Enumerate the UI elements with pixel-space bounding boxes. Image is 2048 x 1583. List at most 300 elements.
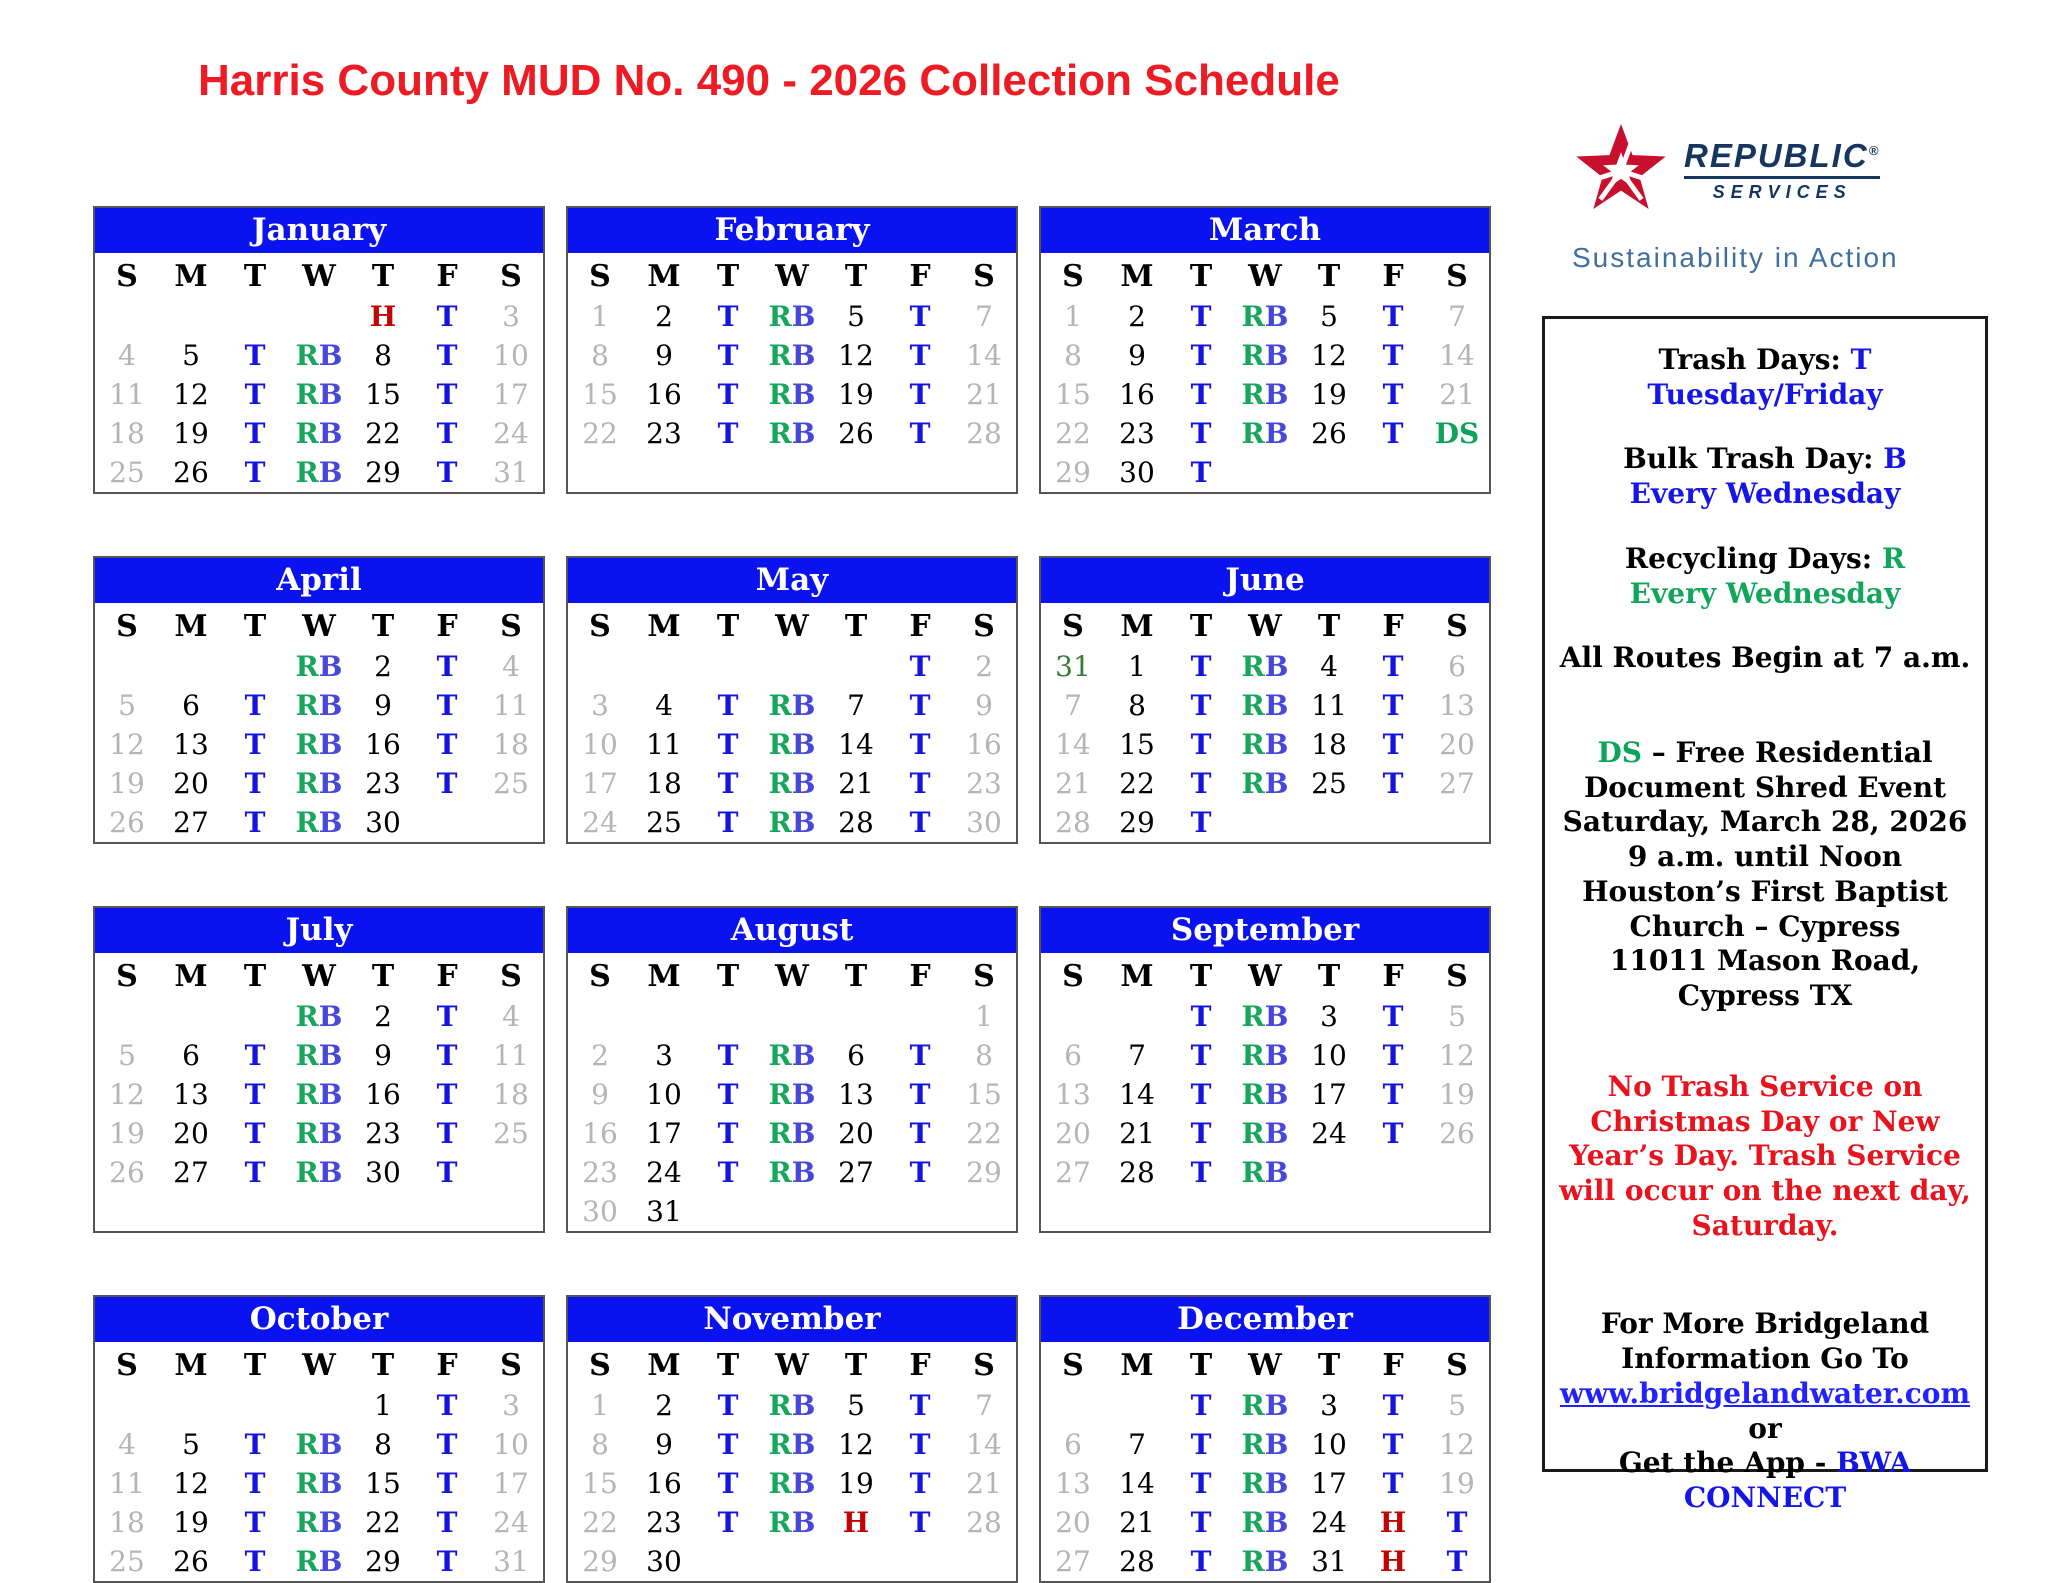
day-cell (760, 1192, 824, 1231)
day-cell: RB (768, 767, 816, 800)
day-cell: 4 (502, 650, 520, 683)
month-february (566, 206, 1018, 494)
day-cell: 17 (582, 767, 618, 800)
day-cell: 25 (109, 456, 145, 489)
day-cell: 9 (374, 689, 392, 722)
day-cell (1105, 997, 1169, 1036)
day-cell: 6 (1448, 650, 1466, 683)
day-cell: T (436, 1506, 458, 1539)
day-cell: RB (768, 806, 816, 839)
day-cell: 17 (493, 1467, 529, 1500)
weekday-header: S (500, 608, 522, 644)
day-cell: 3 (1320, 1000, 1338, 1033)
day-cell: RB (295, 1428, 343, 1461)
weekday-header: S (116, 258, 138, 294)
day-cell: RB (295, 1467, 343, 1500)
day-cell: T (1382, 1467, 1404, 1500)
weekday-header: S (973, 258, 995, 294)
day-cell: T (1382, 1117, 1404, 1150)
day-cell: T (1190, 1000, 1212, 1033)
day-cell: 30 (1119, 456, 1155, 489)
day-cell: 10 (582, 728, 618, 761)
day-cell (1297, 803, 1361, 842)
day-cell: T (909, 650, 931, 683)
day-cell: 30 (365, 806, 401, 839)
day-cell (824, 997, 888, 1036)
day-cell: 8 (591, 1428, 609, 1461)
day-cell: RB (768, 1039, 816, 1072)
day-cell: RB (1241, 1078, 1289, 1111)
day-cell: RB (1241, 378, 1289, 411)
weekday-header: F (1382, 958, 1404, 994)
day-cell: 8 (975, 1039, 993, 1072)
day-cell: 30 (966, 806, 1002, 839)
day-cell: T (436, 1389, 458, 1422)
day-cell: 25 (109, 1545, 145, 1578)
day-cell: 31 (646, 1195, 682, 1228)
day-cell: T (1190, 378, 1212, 411)
day-cell (696, 647, 760, 686)
day-cell: H (369, 300, 397, 333)
day-cell: T (244, 417, 266, 450)
weekday-header: F (909, 608, 931, 644)
shred-line7: 11011 Mason Road, Cypress TX (1609, 944, 1921, 1013)
routes-note: All Routes Begin at 7 a.m. (1559, 641, 1971, 675)
weekday-header: M (1120, 1347, 1154, 1383)
day-cell: T (244, 767, 266, 800)
weekday-header: T (371, 1347, 395, 1383)
day-cell: T (1190, 650, 1212, 683)
day-cell: RB (768, 1117, 816, 1150)
weekday-header: F (1382, 608, 1404, 644)
day-cell: T (1382, 1000, 1404, 1033)
month-title: September (1041, 908, 1489, 953)
day-cell: 21 (1119, 1117, 1155, 1150)
weekday-header: S (973, 1347, 995, 1383)
day-cell: RB (768, 1428, 816, 1461)
day-cell: 25 (493, 767, 529, 800)
day-cell: T (244, 1506, 266, 1539)
day-cell: 31 (493, 1545, 529, 1578)
day-cell: RB (295, 1545, 343, 1578)
day-cell: 14 (966, 339, 1002, 372)
weekday-header: W (1248, 258, 1282, 294)
day-cell (1425, 1153, 1489, 1192)
weekday-header: T (1317, 1347, 1341, 1383)
day-cell: 21 (838, 767, 874, 800)
day-cell: T (436, 378, 458, 411)
day-cell: 15 (1055, 378, 1091, 411)
day-cell (223, 647, 287, 686)
day-cell: T (1190, 417, 1212, 450)
day-cell: 12 (109, 1078, 145, 1111)
weekday-header: S (1062, 1347, 1084, 1383)
weekday-header: T (1189, 958, 1213, 994)
day-cell: RB (295, 1000, 343, 1033)
day-cell: T (436, 650, 458, 683)
day-cell: 5 (1448, 1389, 1466, 1422)
weekday-header: W (302, 958, 336, 994)
day-cell: T (1190, 339, 1212, 372)
day-cell: T (244, 1428, 266, 1461)
info-box (1542, 316, 1988, 1514)
weekday-header: T (844, 1347, 868, 1383)
weekday-header: F (436, 608, 458, 644)
day-cell (1297, 1153, 1361, 1192)
day-cell: T (436, 339, 458, 372)
day-cell: T (244, 1467, 266, 1500)
weekday-header: S (1062, 258, 1084, 294)
weekday-header: F (1382, 1347, 1404, 1383)
weekday-header: M (174, 608, 208, 644)
day-cell: 23 (1119, 417, 1155, 450)
day-cell: 8 (1128, 689, 1146, 722)
day-cell: T (436, 689, 458, 722)
weekday-header: S (500, 1347, 522, 1383)
day-cell: T (909, 1078, 931, 1111)
month-title: February (568, 208, 1016, 253)
weekday-header: T (1189, 1347, 1213, 1383)
day-cell (568, 647, 632, 686)
day-cell: 4 (502, 1000, 520, 1033)
day-cell: 31 (1055, 650, 1091, 683)
weekday-header: W (775, 258, 809, 294)
day-cell: 20 (1439, 728, 1475, 761)
day-cell: T (909, 378, 931, 411)
day-cell: 16 (582, 1117, 618, 1150)
weekday-header: T (716, 608, 740, 644)
day-cell: T (1382, 728, 1404, 761)
weekday-header: T (1317, 258, 1341, 294)
day-cell: T (717, 300, 739, 333)
day-cell: 28 (966, 1506, 1002, 1539)
day-cell: 24 (646, 1156, 682, 1189)
weekday-header: W (775, 1347, 809, 1383)
day-cell: 13 (1439, 689, 1475, 722)
day-cell: RB (1241, 1467, 1289, 1500)
day-cell: 3 (1320, 1389, 1338, 1422)
day-cell: 16 (646, 1467, 682, 1500)
day-cell: RB (1241, 1389, 1289, 1422)
day-cell: 12 (1439, 1039, 1475, 1072)
day-cell: 17 (646, 1117, 682, 1150)
day-cell (888, 997, 952, 1036)
day-cell: 19 (173, 1506, 209, 1539)
day-cell: 21 (1439, 378, 1475, 411)
day-cell: T (436, 1467, 458, 1500)
day-cell: T (436, 1545, 458, 1578)
day-cell: 26 (1439, 1117, 1475, 1150)
weekday-header: T (844, 258, 868, 294)
weekday-header: T (243, 1347, 267, 1383)
month-table (95, 255, 543, 492)
day-cell (632, 997, 696, 1036)
day-cell: 9 (975, 689, 993, 722)
day-cell (159, 1386, 223, 1425)
day-cell: 14 (1055, 728, 1091, 761)
day-cell (824, 647, 888, 686)
day-cell: 25 (646, 806, 682, 839)
weekday-header: M (647, 608, 681, 644)
weekday-header: M (1120, 958, 1154, 994)
day-cell: T (1190, 300, 1212, 333)
day-cell: 10 (1311, 1428, 1347, 1461)
day-cell: 14 (1439, 339, 1475, 372)
day-cell: 27 (1439, 767, 1475, 800)
shred-line2: Document Shred Event (1583, 770, 1947, 804)
weekday-header: T (243, 608, 267, 644)
day-cell: T (1190, 689, 1212, 722)
day-cell: T (436, 1000, 458, 1033)
day-cell: 11 (109, 378, 145, 411)
day-cell: T (1190, 767, 1212, 800)
weekday-header: T (371, 958, 395, 994)
day-cell (696, 1542, 760, 1581)
day-cell: 5 (182, 1428, 200, 1461)
day-cell: T (436, 1078, 458, 1111)
day-cell: 29 (966, 1156, 1002, 1189)
day-cell: 25 (493, 1117, 529, 1150)
day-cell: 2 (591, 1039, 609, 1072)
month-title: August (568, 908, 1016, 953)
day-cell (952, 1542, 1016, 1581)
day-cell: T (909, 689, 931, 722)
holiday-notice: No Trash Service on Christmas Day or New Year’s Day. Trash Service will occur on the next day, Saturday. (1559, 1069, 1971, 1242)
registered-mark: ® (1868, 143, 1881, 158)
day-cell: 7 (975, 300, 993, 333)
bulk-days-value: Every Wednesday (1629, 477, 1901, 511)
day-cell: RB (768, 728, 816, 761)
day-cell: 18 (493, 1078, 529, 1111)
shred-code: DS (1597, 736, 1642, 770)
day-cell: 22 (582, 1506, 618, 1539)
day-cell: T (717, 1467, 739, 1500)
weekday-header: T (716, 258, 740, 294)
day-cell: RB (295, 1078, 343, 1111)
day-cell: 22 (966, 1117, 1002, 1150)
logo-tagline: Sustainability in Action (1572, 242, 1899, 273)
day-cell: RB (768, 1467, 816, 1500)
day-cell: RB (295, 1506, 343, 1539)
day-cell: 10 (493, 339, 529, 372)
day-cell (159, 297, 223, 336)
day-cell (479, 1153, 543, 1192)
day-cell: 30 (582, 1195, 618, 1228)
weekday-header: W (302, 258, 336, 294)
day-cell: T (909, 806, 931, 839)
day-cell: T (436, 1039, 458, 1072)
day-cell: T (1190, 1545, 1212, 1578)
shred-line3: Saturday, March 28, 2026 (1562, 805, 1968, 839)
day-cell: 4 (118, 339, 136, 372)
day-cell: RB (1241, 1506, 1289, 1539)
day-cell (1041, 1386, 1105, 1425)
month-july (93, 906, 545, 1233)
day-cell: 22 (365, 417, 401, 450)
weekday-header: S (1446, 958, 1468, 994)
day-cell: T (244, 1545, 266, 1578)
weekday-header: F (436, 258, 458, 294)
day-cell: 1 (591, 300, 609, 333)
day-cell: 13 (1055, 1078, 1091, 1111)
day-cell: T (717, 1428, 739, 1461)
day-cell: 19 (1439, 1467, 1475, 1500)
month-table (95, 955, 543, 1192)
app-name: BWA CONNECT (1683, 1446, 1912, 1514)
day-cell: 6 (182, 689, 200, 722)
day-cell: 10 (646, 1078, 682, 1111)
day-cell: 19 (1311, 378, 1347, 411)
day-cell: T (244, 1039, 266, 1072)
trash-days-label: Trash Days: (1658, 343, 1851, 376)
weekday-header: F (909, 958, 931, 994)
day-cell: RB (768, 1506, 816, 1539)
day-cell: 12 (1439, 1428, 1475, 1461)
month-table (568, 1344, 1016, 1581)
day-cell (696, 997, 760, 1036)
day-cell (1233, 803, 1297, 842)
day-cell: T (1190, 1428, 1212, 1461)
more-info-line2: Information Go To (1621, 1342, 1909, 1376)
weekday-header: M (647, 1347, 681, 1383)
weekday-header: T (844, 958, 868, 994)
day-cell (760, 647, 824, 686)
day-cell: T (1382, 300, 1404, 333)
day-cell: T (717, 339, 739, 372)
day-cell: T (244, 1117, 266, 1150)
month-title: July (95, 908, 543, 953)
day-cell: T (1190, 456, 1212, 489)
day-cell: RB (295, 1117, 343, 1150)
day-cell: 11 (1311, 689, 1347, 722)
day-cell: 13 (1055, 1467, 1091, 1500)
day-cell: 14 (966, 1428, 1002, 1461)
shred-line6: Church – Cypress (1629, 909, 1901, 943)
day-cell: 29 (582, 1545, 618, 1578)
day-cell: 25 (1311, 767, 1347, 800)
day-cell: 26 (173, 456, 209, 489)
day-cell: T (436, 1428, 458, 1461)
weekday-header: F (436, 958, 458, 994)
day-cell: 19 (838, 378, 874, 411)
bulk-label: Bulk Trash Day: (1623, 442, 1884, 476)
weekday-header: T (1317, 608, 1341, 644)
day-cell: 17 (1311, 1078, 1347, 1111)
day-cell: 6 (182, 1039, 200, 1072)
day-cell (415, 803, 479, 842)
weekday-header: F (909, 1347, 931, 1383)
day-cell: T (244, 456, 266, 489)
day-cell: T (717, 1156, 739, 1189)
day-cell: 28 (838, 806, 874, 839)
day-cell: 1 (1128, 650, 1146, 683)
day-cell (760, 1542, 824, 1581)
day-cell (1361, 1153, 1425, 1192)
day-cell: 11 (493, 1039, 529, 1072)
more-info-line1: For More Bridgeland (1600, 1307, 1930, 1341)
weekday-header: T (371, 258, 395, 294)
day-cell: T (717, 1389, 739, 1422)
day-cell: T (244, 806, 266, 839)
day-cell: 28 (966, 417, 1002, 450)
weekday-header: S (1446, 1347, 1468, 1383)
day-cell: T (717, 1039, 739, 1072)
day-cell: 9 (374, 1039, 392, 1072)
day-cell: T (1446, 1545, 1468, 1578)
weekday-header: S (116, 608, 138, 644)
day-cell: 12 (838, 339, 874, 372)
day-cell: 28 (1055, 806, 1091, 839)
day-cell: RB (1241, 728, 1289, 761)
day-cell: 2 (1128, 300, 1146, 333)
day-cell: 24 (1311, 1506, 1347, 1539)
month-september (1039, 906, 1491, 1233)
day-cell: 10 (1311, 1039, 1347, 1072)
day-cell: 5 (847, 300, 865, 333)
day-cell: 19 (109, 1117, 145, 1150)
day-cell: 20 (173, 1117, 209, 1150)
day-cell: T (909, 417, 931, 450)
weekday-header: S (116, 1347, 138, 1383)
day-cell: T (1382, 1039, 1404, 1072)
month-title: January (95, 208, 543, 253)
day-cell: RB (768, 1389, 816, 1422)
bridgeland-water-link[interactable]: www.bridgelandwater.com (1559, 1376, 1971, 1410)
shred-line1: – Free Residential (1641, 736, 1933, 770)
day-cell: T (717, 1117, 739, 1150)
day-cell: T (717, 417, 739, 450)
day-cell: 27 (1055, 1156, 1091, 1189)
weekday-header: M (647, 958, 681, 994)
day-cell: 22 (1055, 417, 1091, 450)
day-cell: T (717, 767, 739, 800)
weekday-header: S (116, 958, 138, 994)
day-cell: 12 (1311, 339, 1347, 372)
day-cell: T (909, 300, 931, 333)
weekday-header: T (716, 958, 740, 994)
month-table (1041, 1344, 1489, 1581)
month-title: April (95, 558, 543, 603)
day-cell: 7 (975, 1389, 993, 1422)
month-table (95, 1344, 543, 1581)
day-cell (479, 803, 543, 842)
recycle-code: R (1881, 541, 1906, 575)
day-cell: 13 (838, 1078, 874, 1111)
weekday-header: T (1317, 958, 1341, 994)
weekday-header: M (1120, 608, 1154, 644)
month-october (93, 1295, 545, 1583)
day-cell: 6 (1064, 1428, 1082, 1461)
day-cell: 1 (591, 1389, 609, 1422)
day-cell (1041, 997, 1105, 1036)
day-cell: T (244, 1156, 266, 1189)
day-cell: T (436, 1156, 458, 1189)
weekday-header: S (1062, 608, 1084, 644)
weekday-header: S (500, 258, 522, 294)
day-cell: T (1382, 650, 1404, 683)
day-cell (1297, 453, 1361, 492)
day-cell: 22 (365, 1506, 401, 1539)
weekday-header: M (174, 258, 208, 294)
day-cell: 19 (1439, 1078, 1475, 1111)
day-cell: 8 (1064, 339, 1082, 372)
month-august (566, 906, 1018, 1233)
day-cell: T (1382, 1078, 1404, 1111)
day-cell: T (1446, 1506, 1468, 1539)
day-cell: RB (1241, 1156, 1289, 1189)
day-cell: 23 (582, 1156, 618, 1189)
month-may (566, 556, 1018, 844)
